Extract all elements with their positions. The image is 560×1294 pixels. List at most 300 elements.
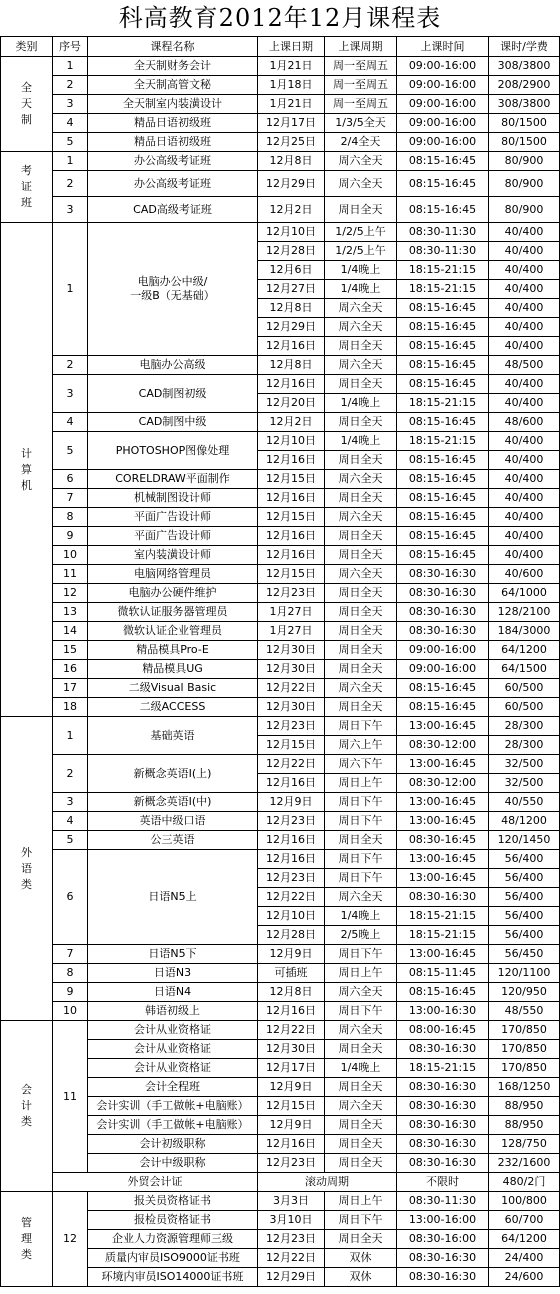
- course-number: 2: [53, 171, 88, 197]
- start-date: 12月9日: [258, 793, 325, 812]
- hours-fee: 128/750: [489, 1135, 560, 1154]
- hours-fee: 24/400: [489, 1249, 560, 1268]
- cycle: 周日下午: [325, 1002, 397, 1021]
- course-number: 16: [53, 660, 88, 679]
- start-date: 12月8日: [258, 152, 325, 171]
- hours-fee: 80/1500: [489, 114, 560, 133]
- class-time: 08:30-11:30: [397, 223, 489, 242]
- category-cell: 全 天 制: [1, 57, 53, 152]
- class-time: 18:15-21:15: [397, 907, 489, 926]
- start-date: 12月16日: [258, 831, 325, 850]
- course-number: 1: [53, 223, 88, 356]
- hours-fee: 120/950: [489, 983, 560, 1002]
- start-date: 1月27日: [258, 622, 325, 641]
- table-row: [1, 945, 560, 964]
- cycle: 周六全天: [325, 1097, 397, 1116]
- class-time: 09:00-16:00: [397, 76, 489, 95]
- category-cell: 考 证 班: [1, 152, 53, 223]
- course-name: 精品模具UG: [88, 660, 258, 679]
- cycle: 2/5晚上: [325, 926, 397, 945]
- course-number: 2: [53, 755, 88, 793]
- class-time: 13:00-16:45: [397, 869, 489, 888]
- start-date: 12月16日: [258, 337, 325, 356]
- start-date: 12月23日: [258, 1154, 325, 1173]
- hours-fee: 480/2门: [489, 1173, 560, 1192]
- cycle: 周日全天: [325, 413, 397, 432]
- class-time: 08:30-16:30: [397, 1116, 489, 1135]
- table-row: [1, 983, 560, 1002]
- table-row: [1, 223, 560, 242]
- start-date: 3月10日: [258, 1211, 325, 1230]
- course-name: 外贸会计证: [53, 1173, 258, 1192]
- hours-fee: 232/1600: [489, 1154, 560, 1173]
- hours-fee: 64/1200: [489, 1230, 560, 1249]
- table-row: [1, 850, 560, 869]
- class-time: 08:30-16:30: [397, 888, 489, 907]
- class-time: 08:15-16:45: [397, 546, 489, 565]
- course-name: PHOTOSHOP图像处理: [88, 432, 258, 470]
- start-date: 12月16日: [258, 774, 325, 793]
- hours-fee: 80/900: [489, 171, 560, 197]
- table-row: [1, 755, 560, 774]
- hours-fee: 184/3000: [489, 622, 560, 641]
- table-row: [1, 356, 560, 375]
- class-time: 13:00-16:45: [397, 717, 489, 736]
- class-time: 08:15-16:45: [397, 489, 489, 508]
- start-date: 12月16日: [258, 850, 325, 869]
- course-schedule-table: [0, 36, 560, 1287]
- table-row: [1, 622, 560, 641]
- table-row: [1, 793, 560, 812]
- hours-fee: 40/400: [489, 261, 560, 280]
- hours-fee: 40/400: [489, 546, 560, 565]
- header-start-date: 上课日期: [258, 37, 325, 57]
- table-row: [1, 1192, 560, 1211]
- hours-fee: 80/900: [489, 197, 560, 223]
- class-time: 08:15-16:45: [397, 375, 489, 394]
- header-row: [1, 37, 560, 57]
- start-date: 12月23日: [258, 812, 325, 831]
- hours-fee: 170/850: [489, 1021, 560, 1040]
- hours-fee: 40/400: [489, 470, 560, 489]
- table-row: [1, 584, 560, 603]
- class-time: 18:15-21:15: [397, 1059, 489, 1078]
- hours-fee: 24/600: [489, 1268, 560, 1287]
- header-time: 上课时间: [397, 37, 489, 57]
- course-name: 微软认证企业管理员: [88, 622, 258, 641]
- cycle: 周日全天: [325, 1078, 397, 1097]
- course-number: 14: [53, 622, 88, 641]
- class-time: 08:15-16:45: [397, 508, 489, 527]
- table-row: [1, 565, 560, 584]
- course-name: 新概念英语I(中): [88, 793, 258, 812]
- class-time: 08:30-16:30: [397, 1249, 489, 1268]
- course-number: 3: [53, 197, 88, 223]
- class-time: 08:30-16:30: [397, 584, 489, 603]
- course-name: 企业人力资源管理师三级: [88, 1230, 258, 1249]
- class-time: 08:30-16:45: [397, 831, 489, 850]
- course-name: 精品模具Pro-E: [88, 641, 258, 660]
- hours-fee: 32/500: [489, 755, 560, 774]
- table-row: [1, 95, 560, 114]
- class-time: 09:00-16:00: [397, 660, 489, 679]
- hours-fee: 56/400: [489, 869, 560, 888]
- class-time: 09:00-16:00: [397, 641, 489, 660]
- table-row: [1, 679, 560, 698]
- course-number: 6: [53, 470, 88, 489]
- hours-fee: 28/300: [489, 717, 560, 736]
- start-date: 12月17日: [258, 114, 325, 133]
- table-row: [1, 1002, 560, 1021]
- start-date: 12月6日: [258, 261, 325, 280]
- start-date: 12月16日: [258, 1002, 325, 1021]
- start-date: 12月27日: [258, 280, 325, 299]
- table-row: [1, 152, 560, 171]
- table-row: [1, 603, 560, 622]
- cycle: 1/4晚上: [325, 280, 397, 299]
- start-date: 12月20日: [258, 394, 325, 413]
- hours-fee: 308/3800: [489, 57, 560, 76]
- cycle: 1/4晚上: [325, 1059, 397, 1078]
- cycle: 周六全天: [325, 1021, 397, 1040]
- start-date: 12月22日: [258, 888, 325, 907]
- start-date: 12月29日: [258, 171, 325, 197]
- cycle: 周六全天: [325, 508, 397, 527]
- hours-fee: 40/400: [489, 299, 560, 318]
- start-date: 1月27日: [258, 603, 325, 622]
- course-number: 8: [53, 964, 88, 983]
- class-time: 08:30-16:30: [397, 603, 489, 622]
- hours-fee: 40/400: [489, 489, 560, 508]
- class-time: 不限时: [397, 1173, 489, 1192]
- class-time: 08:30-12:00: [397, 736, 489, 755]
- course-number: 12: [53, 584, 88, 603]
- hours-fee: 128/2100: [489, 603, 560, 622]
- hours-fee: 40/400: [489, 527, 560, 546]
- start-date: 12月28日: [258, 242, 325, 261]
- cycle: 周六全天: [325, 171, 397, 197]
- course-number: 13: [53, 603, 88, 622]
- course-number: 9: [53, 527, 88, 546]
- cycle: 周日下午: [325, 793, 397, 812]
- cycle: 周一至周五: [325, 95, 397, 114]
- start-date: 12月16日: [258, 1135, 325, 1154]
- hours-fee: 40/400: [489, 223, 560, 242]
- course-number: 17: [53, 679, 88, 698]
- class-time: 08:30-16:30: [397, 565, 489, 584]
- class-time: 08:30-11:30: [397, 1192, 489, 1211]
- cycle: 周日全天: [325, 1116, 397, 1135]
- hours-fee: 40/550: [489, 793, 560, 812]
- course-number: 11: [53, 565, 88, 584]
- course-name: 微软认证服务器管理员: [88, 603, 258, 622]
- class-time: 13:00-16:45: [397, 755, 489, 774]
- category-cell: 计 算 机: [1, 223, 53, 717]
- cycle: 周六全天: [325, 318, 397, 337]
- header-hours-fee: 课时/学费: [489, 37, 560, 57]
- start-date: 12月16日: [258, 375, 325, 394]
- class-time: 13:00-16:30: [397, 1002, 489, 1021]
- course-name: 全天制高管文秘: [88, 76, 258, 95]
- hours-fee: 88/950: [489, 1116, 560, 1135]
- course-name: 室内装潢设计师: [88, 546, 258, 565]
- start-date: 12月10日: [258, 223, 325, 242]
- cycle: 周六全天: [325, 152, 397, 171]
- start-date: 12月16日: [258, 527, 325, 546]
- course-name: 会计从业资格证: [88, 1021, 258, 1040]
- start-date: 12月16日: [258, 546, 325, 565]
- cycle: 周一至周五: [325, 57, 397, 76]
- table-row: [1, 470, 560, 489]
- start-date: 12月15日: [258, 1097, 325, 1116]
- start-date: 12月30日: [258, 1040, 325, 1059]
- hours-fee: 40/400: [489, 508, 560, 527]
- cycle: 周六全天: [325, 983, 397, 1002]
- cycle: 周日上午: [325, 774, 397, 793]
- cycle: 周六上午: [325, 736, 397, 755]
- hours-fee: 40/400: [489, 451, 560, 470]
- course-name: 质量内审员ISO9000证书班: [88, 1249, 258, 1268]
- cycle: 周日下午: [325, 945, 397, 964]
- cycle: 周日全天: [325, 1040, 397, 1059]
- cycle: 周一至周五: [325, 76, 397, 95]
- cycle: 周日下午: [325, 812, 397, 831]
- hours-fee: 40/400: [489, 394, 560, 413]
- course-name: 平面广告设计师: [88, 527, 258, 546]
- table-row: [1, 413, 560, 432]
- cycle: 周六全天: [325, 565, 397, 584]
- table-row: [1, 432, 560, 451]
- start-date: 12月30日: [258, 698, 325, 717]
- hours-fee: 56/400: [489, 888, 560, 907]
- hours-fee: 56/400: [489, 926, 560, 945]
- course-number: 6: [53, 850, 88, 945]
- start-date: 12月8日: [258, 356, 325, 375]
- class-time: 08:15-16:45: [397, 698, 489, 717]
- cycle: 1/4晚上: [325, 907, 397, 926]
- course-name: 会计初级职称: [88, 1135, 258, 1154]
- cycle: 周日全天: [325, 584, 397, 603]
- course-number: 3: [53, 375, 88, 413]
- table-row: [1, 660, 560, 679]
- start-date: 12月28日: [258, 926, 325, 945]
- start-date: 12月15日: [258, 508, 325, 527]
- cycle: 周六全天: [325, 470, 397, 489]
- table-row: [1, 508, 560, 527]
- table-row: [1, 133, 560, 152]
- cycle: 周日全天: [325, 489, 397, 508]
- start-date: 12月25日: [258, 133, 325, 152]
- header-course-name: 课程名称: [88, 37, 258, 57]
- class-time: 08:30-16:00: [397, 1230, 489, 1249]
- cycle: 周日全天: [325, 337, 397, 356]
- start-date: 12月15日: [258, 736, 325, 755]
- class-time: 08:15-16:45: [397, 197, 489, 223]
- course-name: 新概念英语I(上): [88, 755, 258, 793]
- course-name: 机械制图设计师: [88, 489, 258, 508]
- course-name: 电脑网络管理员: [88, 565, 258, 584]
- course-number: 5: [53, 133, 88, 152]
- cycle: 周日上午: [325, 1192, 397, 1211]
- cycle: 周日全天: [325, 698, 397, 717]
- class-time: 08:15-11:45: [397, 964, 489, 983]
- course-name: 报检员资格证书: [88, 1211, 258, 1230]
- hours-fee: 80/1500: [489, 133, 560, 152]
- hours-fee: 100/800: [489, 1192, 560, 1211]
- start-date: 12月2日: [258, 197, 325, 223]
- start-date: 3月3日: [258, 1192, 325, 1211]
- course-number: 18: [53, 698, 88, 717]
- hours-fee: 48/500: [489, 356, 560, 375]
- class-time: 09:00-16:00: [397, 114, 489, 133]
- start-date: 12月30日: [258, 641, 325, 660]
- class-time: 18:15-21:15: [397, 926, 489, 945]
- hours-fee: 48/1200: [489, 812, 560, 831]
- course-name: 办公高级考证班: [88, 171, 258, 197]
- page-title: 科高教育2012年12月课程表: [118, 4, 442, 32]
- course-name: 英语中级口语: [88, 812, 258, 831]
- hours-fee: 56/450: [489, 945, 560, 964]
- course-name: 电脑办公中级/ 一级B（无基础）: [88, 223, 258, 356]
- hours-fee: 170/850: [489, 1059, 560, 1078]
- table-row: [1, 641, 560, 660]
- category-cell: 外 语 类: [1, 717, 53, 1021]
- class-time: 13:00-16:00: [397, 1211, 489, 1230]
- class-time: 18:15-21:15: [397, 280, 489, 299]
- cycle: 周六全天: [325, 888, 397, 907]
- table-body: [1, 57, 560, 1287]
- header-cycle: 上课周期: [325, 37, 397, 57]
- class-time: 08:15-16:45: [397, 337, 489, 356]
- cycle: 1/4晚上: [325, 432, 397, 451]
- course-name: 基础英语: [88, 717, 258, 755]
- course-name: 日语N5上: [88, 850, 258, 945]
- course-number: 10: [53, 546, 88, 565]
- cycle: 1/4晚上: [325, 394, 397, 413]
- cycle: 1/2/5上午: [325, 242, 397, 261]
- course-number: 2: [53, 356, 88, 375]
- start-date: 12月22日: [258, 1021, 325, 1040]
- cycle: 周日全天: [325, 622, 397, 641]
- start-date: 12月16日: [258, 451, 325, 470]
- cycle: 1/4晚上: [325, 261, 397, 280]
- cycle: 周日上午: [325, 964, 397, 983]
- hours-fee: 40/600: [489, 565, 560, 584]
- course-name: CAD制图中级: [88, 413, 258, 432]
- start-date: 12月15日: [258, 470, 325, 489]
- class-time: 13:00-16:45: [397, 812, 489, 831]
- cycle: 周日全天: [325, 527, 397, 546]
- cycle: 双休: [325, 1268, 397, 1287]
- cycle: 周日下午: [325, 850, 397, 869]
- start-date: 12月23日: [258, 1230, 325, 1249]
- header-category: 类别: [1, 37, 53, 57]
- class-time: 08:30-11:30: [397, 242, 489, 261]
- course-name: 会计实训（手工做帐+电脑账）: [88, 1097, 258, 1116]
- class-time: 08:15-16:45: [397, 527, 489, 546]
- hours-fee: 40/400: [489, 375, 560, 394]
- class-time: 18:15-21:15: [397, 394, 489, 413]
- hours-fee: 208/2900: [489, 76, 560, 95]
- course-name: 公三英语: [88, 831, 258, 850]
- class-time: 09:00-16:00: [397, 133, 489, 152]
- start-date: 12月9日: [258, 945, 325, 964]
- course-name: 全天制室内装潢设计: [88, 95, 258, 114]
- hours-fee: 48/550: [489, 1002, 560, 1021]
- class-time: 09:00-16:00: [397, 57, 489, 76]
- course-number: 1: [53, 717, 88, 755]
- course-name: 会计从业资格证: [88, 1040, 258, 1059]
- class-time: 08:30-12:00: [397, 774, 489, 793]
- start-date: 12月30日: [258, 660, 325, 679]
- header-number: 序号: [53, 37, 88, 57]
- cycle: 周日全天: [325, 603, 397, 622]
- start-date: 12月8日: [258, 299, 325, 318]
- course-name: 电脑办公高级: [88, 356, 258, 375]
- category-cell: 管 理 类: [1, 1192, 53, 1287]
- hours-fee: 40/400: [489, 318, 560, 337]
- class-time: 08:15-16:45: [397, 679, 489, 698]
- class-time: 08:15-16:45: [397, 152, 489, 171]
- start-date: 12月10日: [258, 907, 325, 926]
- table-row: [1, 489, 560, 508]
- course-name: 日语N5下: [88, 945, 258, 964]
- course-number: 11: [53, 1021, 88, 1173]
- course-name: 日语N4: [88, 983, 258, 1002]
- start-date: 12月23日: [258, 717, 325, 736]
- hours-fee: 60/700: [489, 1211, 560, 1230]
- course-name: CAD制图初级: [88, 375, 258, 413]
- start-date: 12月10日: [258, 432, 325, 451]
- start-date: 12月29日: [258, 318, 325, 337]
- hours-fee: 48/600: [489, 413, 560, 432]
- start-date: 12月23日: [258, 869, 325, 888]
- cycle: 周日全天: [325, 546, 397, 565]
- course-name: 二级Visual Basic: [88, 679, 258, 698]
- hours-fee: 40/400: [489, 337, 560, 356]
- cycle: 周日全天: [325, 197, 397, 223]
- class-time: 08:30-16:30: [397, 622, 489, 641]
- cycle: 周日全天: [325, 831, 397, 850]
- course-number: 5: [53, 432, 88, 470]
- class-time: 08:30-16:30: [397, 1078, 489, 1097]
- course-name: 韩语初级上: [88, 1002, 258, 1021]
- course-number: 12: [53, 1192, 88, 1287]
- cycle: 2/4全天: [325, 133, 397, 152]
- hours-fee: 120/1100: [489, 964, 560, 983]
- hours-fee: 64/1500: [489, 660, 560, 679]
- start-date: 12月29日: [258, 1268, 325, 1287]
- cycle: 周日全天: [325, 1154, 397, 1173]
- class-time: 08:30-16:30: [397, 1154, 489, 1173]
- table-row: [1, 197, 560, 223]
- start-date: 1月21日: [258, 95, 325, 114]
- start-date: 12月17日: [258, 1059, 325, 1078]
- hours-fee: 88/950: [489, 1097, 560, 1116]
- course-name: 精品日语初级班: [88, 133, 258, 152]
- start-date: 1月18日: [258, 76, 325, 95]
- cycle: 周日全天: [325, 660, 397, 679]
- table-row: [1, 57, 560, 76]
- table-row: [1, 375, 560, 394]
- class-time: 08:15-16:45: [397, 299, 489, 318]
- hours-fee: 64/1000: [489, 584, 560, 603]
- table-row: [1, 1021, 560, 1040]
- table-row: [1, 812, 560, 831]
- class-time: 08:30-16:30: [397, 1097, 489, 1116]
- class-time: 13:00-16:45: [397, 793, 489, 812]
- course-name: 会计全程班: [88, 1078, 258, 1097]
